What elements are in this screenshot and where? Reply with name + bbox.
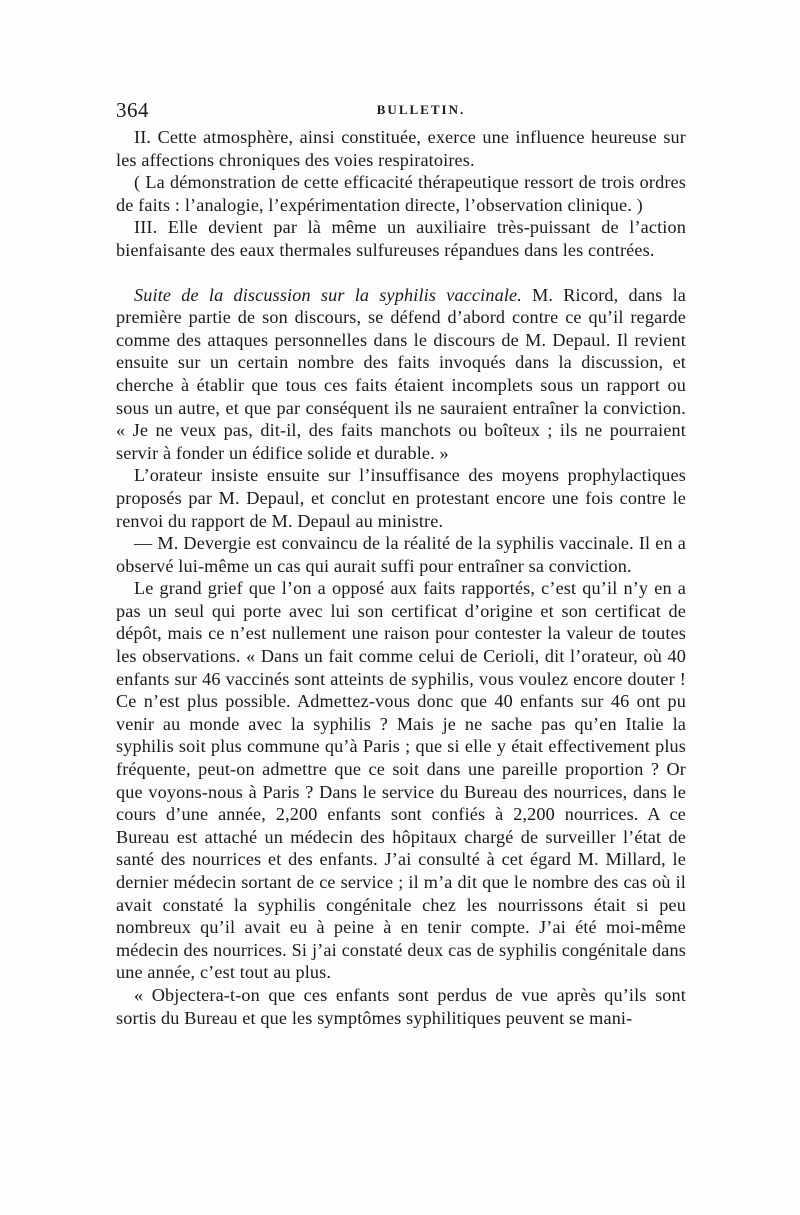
paragraph: ( La démonstration de cette efficacité thérapeutique ressort de trois ordres de faits : l’analogie, l’expérimentation directe, l’observation clinique. )	[116, 172, 686, 215]
page-header	[116, 98, 686, 122]
section-paragraph	[116, 284, 686, 465]
section-first-paragraph: M. Ricord, dans la première partie de son discours, se défend d’abord contre ce qu’il regarde comme des attaques personnelles dans le discours de M. Depaul. Il revient ensuite sur un certain nombre des faits invoqués dans la discussion, et cherche à établir que tous ces faits étaient incomplets sous un rapport ou sous un autre, et que par conséquent ils ne sauraient entraîner la conviction. « Je ne veux pas, dit-il, des faits manchots ou boîteux ; ils ne pourraient servir à fonder un édifice solide et durable. »	[116, 284, 686, 463]
body-text	[116, 126, 686, 1029]
paragraph: III. Elle devient par là même un auxiliaire très-puissant de l’action bienfaisante des eaux thermales sulfureuses répandues dans les contrées.	[116, 217, 686, 260]
running-head: BULLETIN.	[376, 102, 466, 117]
paragraph: — M. Devergie est convaincu de la réalité de la syphilis vaccinale. Il en a observé lui-même un cas qui aurait suffi pour entraîner sa conviction.	[116, 533, 686, 576]
paragraph: « Objectera-t-on que ces enfants sont perdus de vue après qu’ils sont sortis du Bureau et que les symptômes syphilitiques peuvent se mani-	[116, 984, 686, 1028]
paragraph: II. Cette atmosphère, ainsi constituée, exerce une influence heureuse sur les affections chroniques des voies respiratoires.	[116, 127, 686, 170]
paragraph: L’orateur insiste ensuite sur l’insuffisance des moyens prophylactiques proposés par M. Depaul, et conclut en protestant encore une fois contre le renvoi du rapport de M. Depaul au ministre.	[116, 465, 686, 531]
section-title: Suite de la discussion sur la syphilis vaccinale.	[134, 284, 522, 305]
paragraph: Le grand grief que l’on a opposé aux faits rapportés, c’est qu’il n’y en a pas un seul qui porte avec lui son certificat d’origine et son certificat de dépôt, mais ce n’est nullement une raison pour contester la valeur de toutes les observations. « Dans un fait comme celui de Cerioli, dit l’orateur, où 40 enfants sur 46 vaccinés sont atteints de syphilis, vous voulez encore douter ! Ce n’est plus possible. Admettez-vous donc que 40 enfants sur 46 ont pu venir au monde avec la syphilis ? Mais je ne sache pas qu’en Italie la syphilis soit plus commune qu’à Paris ; que si elle y était effectivement plus fréquente, peut-on admettre que ce soit dans une pareille proportion ? Or que voyons-nous à Paris ? Dans le service du Bureau des nourrices, dans le cours d’une année, 2,200 enfants sont confiés à 2,200 nourrices. A ce Bureau est attaché un médecin des hôpitaux chargé de surveiller l’état de santé des nourrices et des enfants. J’ai consulté à cet égard M. Millard, le dernier médecin sortant de ce service ; il m’a dit que le nombre des cas où il avait constaté la syphilis congénitale chez les nourrissons était si peu nombreux qu’il avait eu à peine à en tenir compte. J’ai été moi-même médecin des nourrices. Si j’ai constaté deux cas de syphilis congénitale dans une année, c’est tout au plus.	[116, 578, 686, 983]
page-number: 364	[116, 98, 149, 122]
